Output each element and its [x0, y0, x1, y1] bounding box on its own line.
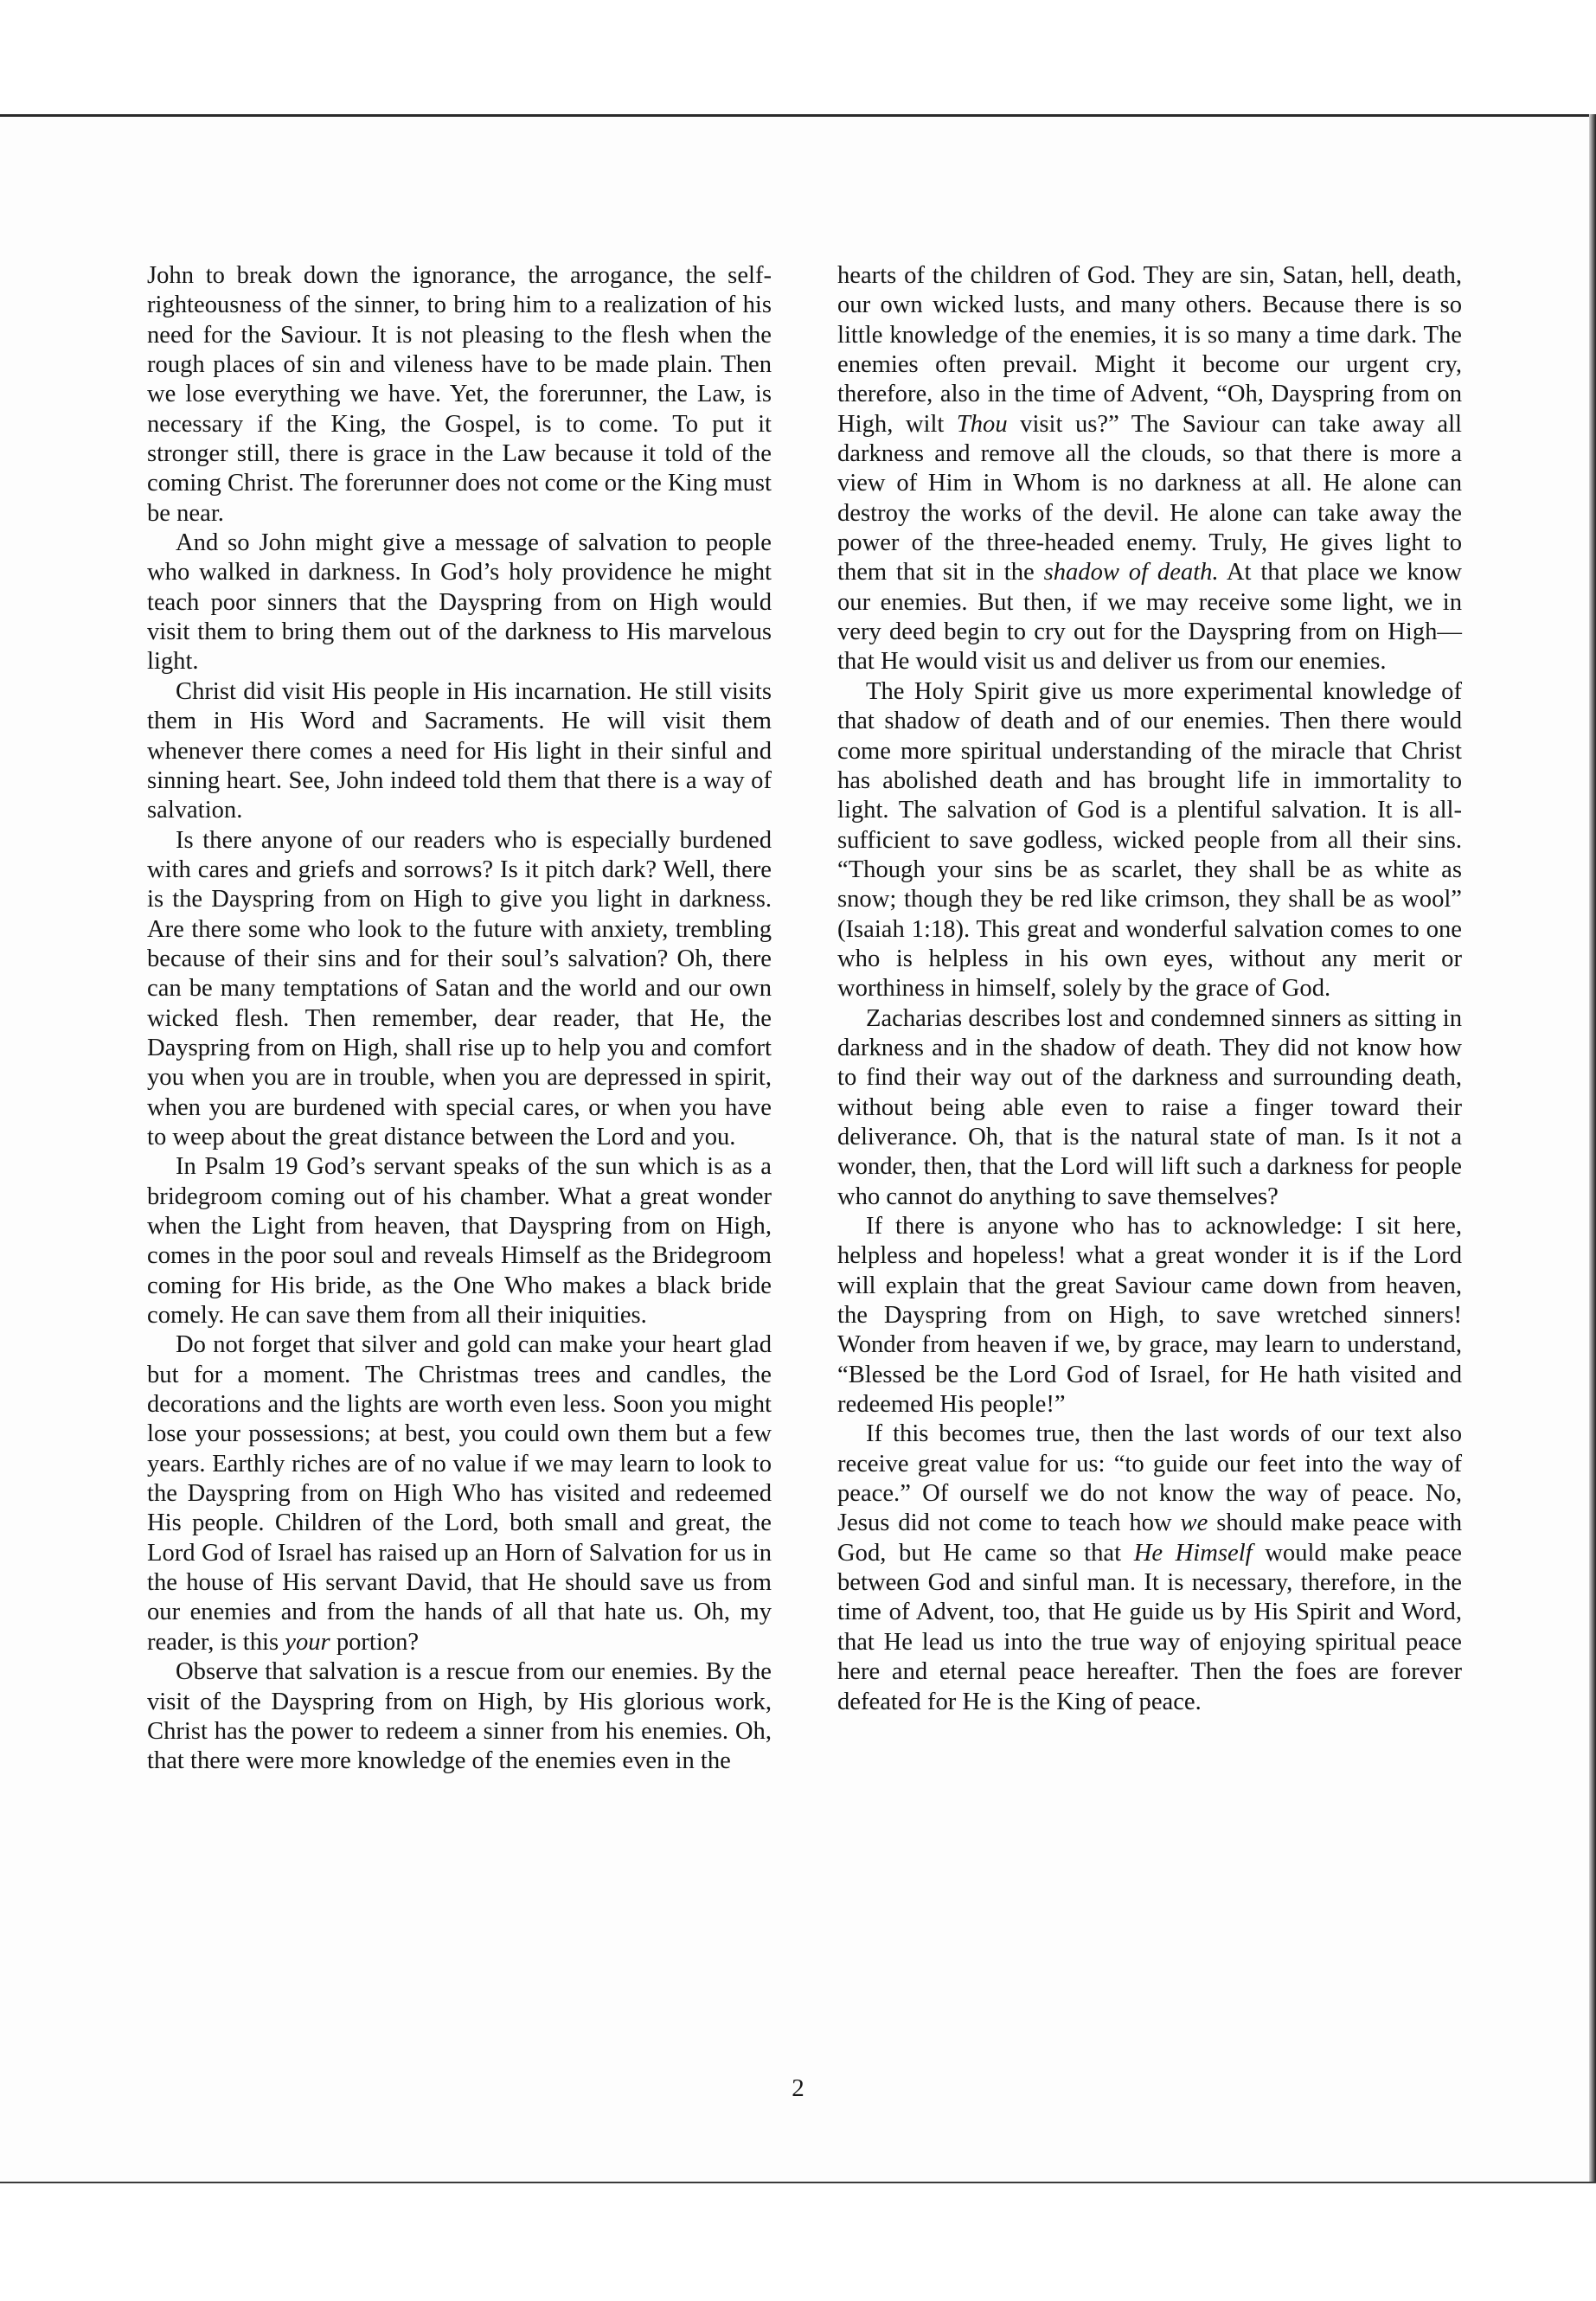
italic-emphasis: Thou — [956, 410, 1008, 438]
paragraph: In Psalm 19 God’s servant speaks of the sun which is as a bridegroom coming out of his chamber. What a great wonder when the Light from heaven, that Dayspring from on High, comes in the poor soul and reveals Himself as the Bridegroom coming for His bride, as the One Who makes a black bride comely. He can save them from all their iniquities. — [147, 1153, 772, 1330]
paragraph: Do not forget that silver and gold can make your heart glad but for a moment. The Christmas trees and candles, the decorations and the lights are worth even less. Soon you might lose your possessions; at best, you could own them but a few years. Earthly riches are of no value if we may learn to look to the Dayspring from on High Who has visited and redeemed His people. Children of the Lord, both small and great, the Lord God of Israel has raised up an Horn of Salvation for us in the house of His servant David, that He should save us from our enemies and from the hands of all that hate us. Oh, my reader, is this your portion? — [147, 1331, 772, 1656]
scan-page-edge-right — [1589, 114, 1596, 2182]
paragraph: hearts of the children of God. They are sin, Satan, hell, death, our own wicked lusts, and many others. Because there is so little knowledge of the enemies, it is so many a time dark. The enemies often prevail. Might it become our urgent cry, therefore, also in the time of Advent, “Oh, Dayspring from on High, wilt Thou visit us?” The Saviour can take away all darkness and remove all the clouds, so that there is more a view of Him in Whom is no darkness at all. He alone can destroy the works of the devil. He alone can take away the power of the three-headed enemy. Truly, He gives light to them that sit in the shadow of death. At that place we know our enemies. But then, if we may receive some light, we in very deed begin to cry out for the Dayspring from on High—that He would visit us and deliver us from our enemies. — [837, 262, 1462, 676]
italic-emphasis: your — [285, 1628, 330, 1656]
paragraph: Christ did visit His people in His incarnation. He still visits them in His Word and Sacraments. He will visit them whenever there comes a need for His light in their sinful and sinning heart. See, John indeed told them that there is a way of salvation. — [147, 677, 772, 824]
left-column — [147, 261, 772, 1777]
right-column — [837, 261, 1462, 1717]
paragraph: If this becomes true, then the last words of our text also receive great value for us: “to guide our feet into the way of peace.” Of ourself we do not know the way of peace. No, Jesus did not come to teach how we should make peace with God, but He came so that He Himself would make peace between God and sinful man. It is necessary, therefore, in the time of Advent, too, that He guide us by His Spirit and Word, that He lead us into the true way of enjoying spiritual peace here and eternal peace hereafter. Then the foes are forever defeated for He is the King of peace. — [837, 1420, 1462, 1715]
italic-emphasis: He Himself — [1133, 1539, 1253, 1567]
italic-emphasis: we — [1180, 1509, 1208, 1537]
scan-page-edge-bottom — [0, 2182, 1596, 2183]
scan-top-margin — [0, 0, 1596, 114]
paragraph: The Holy Spirit give us more experimental knowledge of that shadow of death and of our enemies. Then there would come more spiritual understanding of the miracle that Christ has abolished death and has brought life in immortality to light. The salvation of God is a plentiful salvation. It is all-sufficient to save godless, wicked people from all their sins. “Though your sins be as scarlet, they shall be as white as snow; though they be red like crimson, they shall be as wool” (Isaiah 1:18). This great and wonderful salvation comes to one who is helpless in his own eyes, without any merit or worthiness in himself, solely by the grace of God. — [837, 677, 1462, 1003]
paragraph: If there is anyone who has to acknowledge: I sit here, helpless and hopeless! what a great wonder it is if the Lord will explain that the great Saviour came down from heaven, the Dayspring from on High, to save wretched sinners! Wonder from heaven if we, by grace, may learn to understand, “Blessed be the Lord God of Israel, for He hath visited and redeemed His people!” — [837, 1213, 1462, 1419]
paragraph: Observe that salvation is a rescue from our enemies. By the visit of the Dayspring from on High, by His glorious work, Christ has the power to redeem a sinner from his enemies. Oh, that there were more knowledge of the enemies even in the — [147, 1658, 772, 1775]
page-number: 2 — [792, 2074, 804, 2102]
italic-emphasis: shadow of death. — [1043, 559, 1219, 586]
paragraph: John to break down the ignorance, the arrogance, the self-righteousness of the sinner, to bring him to a realization of his need for the Saviour. It is not pleasing to the flesh when the rough places of sin and vileness have to be made plain. Then we lose everything we have. Yet, the forerunner, the Law, is necessary if the King, the Gospel, is to come. To put it stronger still, there is grace in the Law because it told of the coming Christ. The forerunner does not come or the King must be near. — [147, 262, 772, 527]
paragraph: Is there anyone of our readers who is especially burdened with cares and griefs and sorrows? Is it pitch dark? Well, there is the Dayspring from on High to give you light in darkness. Are there some who look to the future with anxiety, trembling because of their sins and for their soul’s salvation? Oh, there can be many temptations of Satan and the world and our own wicked flesh. Then remember, dear reader, that He, the Dayspring from on High, shall rise up to help you and comfort you when you are in trouble, when you are depressed in spirit, when you are burdened with special cares, or when you have to weep about the great distance between the Lord and you. — [147, 826, 772, 1150]
paragraph: Zacharias describes lost and condemned sinners as sitting in darkness and in the shadow of death. They did not know how to find their way out of the darkness and surrounding death, without being able even to raise a finger toward their deliverance. Oh, that is the natural state of man. Is it not a wonder, then, that the Lord will lift such a darkness for people who cannot do anything to save themselves? — [837, 1004, 1462, 1210]
paragraph: And so John might give a message of salvation to people who walked in darkness. In God’s holy providence he might teach poor sinners that the Dayspring from on High would visit them to bring them out of the darkness to His marvelous light. — [147, 529, 772, 676]
